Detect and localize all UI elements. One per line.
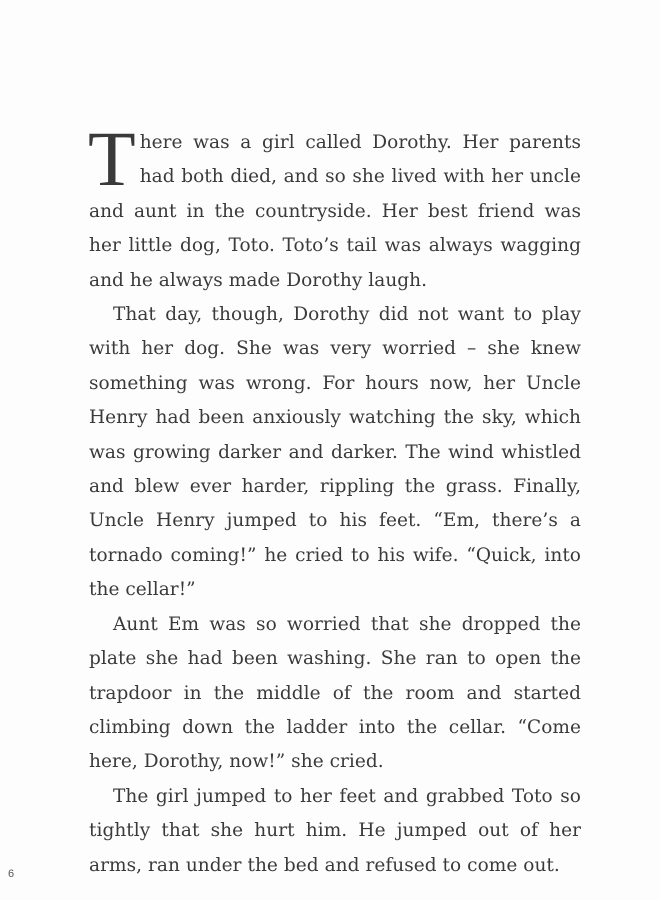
paragraph-1 bbox=[88, 115, 581, 298]
paragraph-3: Aunt Em was so worried that she dropped the plate she had been washing. She ran to open the trapdoor in the middle of the room and started climbing down the ladder into the cellar. “Come here, Dorothy, now!” she cried. bbox=[89, 613, 581, 773]
story-text bbox=[88, 115, 581, 883]
paragraph-4: The girl jumped to her feet and grabbed Toto so tightly that she hurt him. He jumped out of her arms, ran under the bed and refused to come out. bbox=[89, 785, 581, 876]
paragraph-2: That day, though, Dorothy did not want to play with her dog. She was very worried – she knew something was wrong. For hours now, her Uncle Henry had been anxiously watching the sky, which was growing darker and darker. The wind whistled and blew ever harder, rippling the grass. Finally, Uncle Henry jumped to his feet. “Em, there’s a tornado coming!” he cried to his wife. “Quick, into the cellar!” bbox=[89, 304, 581, 601]
page-number: 6 bbox=[8, 868, 15, 880]
paragraph-1-text: here was a girl called Dorothy. Her parents had both died, and so she lived with her uncle and aunt in the countryside. Her best friend was her little dog, Toto. Toto’s tail was always wagging and he always made Dorothy laugh. bbox=[89, 132, 581, 291]
drop-cap-letter: T bbox=[88, 115, 136, 202]
